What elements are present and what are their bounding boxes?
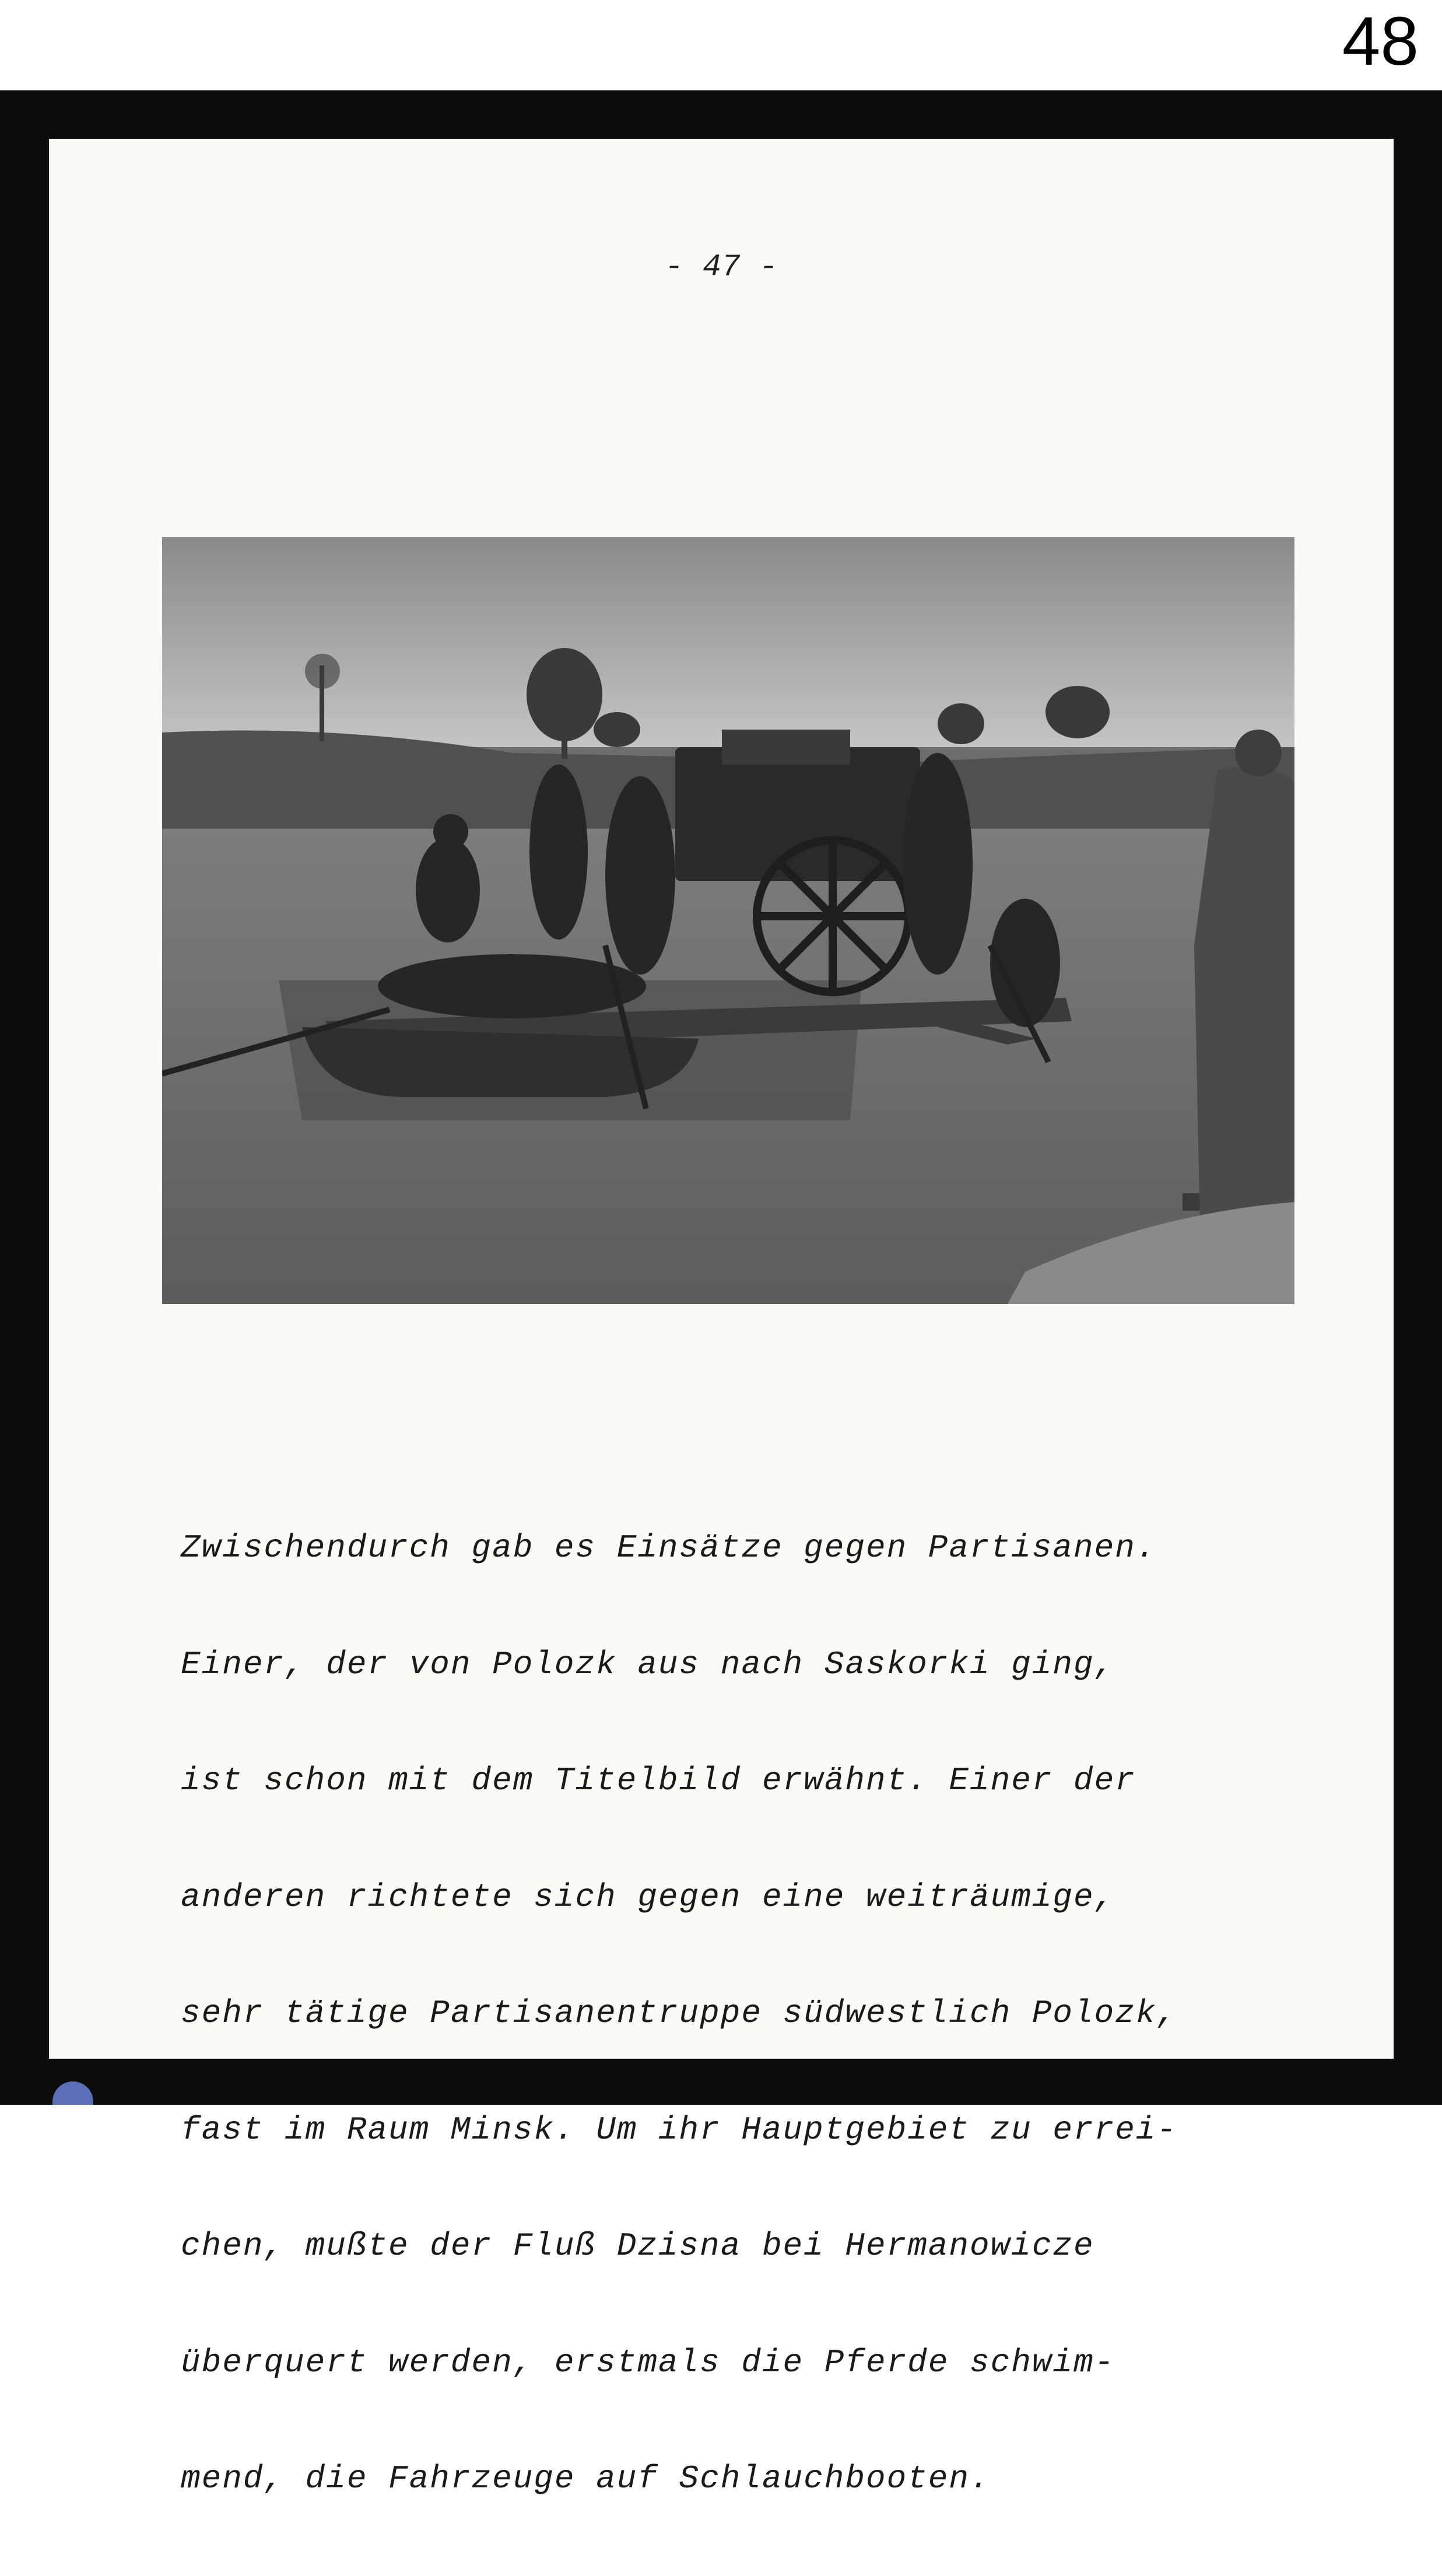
caption-line: überquert werden, erstmals die Pferde schwim-	[181, 2343, 1115, 2381]
scan-frame	[0, 90, 1442, 2497]
caption-line: Einer, der von Polozk aus nach Saskorki ging,	[181, 1645, 1115, 1683]
caption-line: anderen richtete sich gegen eine weiträumige,	[181, 1878, 1115, 1916]
caption-line: sehr tätige Partisanentruppe südwestlich Polozk,	[181, 1995, 1178, 2032]
document-page	[49, 139, 1394, 2497]
river-raft-crossing-photo-icon	[162, 537, 1294, 1304]
photo-caption	[181, 1451, 1370, 2576]
caption-line: ist schon mit dem Titelbild erwähnt. Einer der	[181, 1762, 1136, 1799]
photograph	[162, 537, 1294, 1304]
caption-line: Zwischendurch gab es Einsätze gegen Partisanen.	[181, 1529, 1157, 1566]
caption-line: chen, mußte der Fluß Dzisna bei Hermanowicze	[181, 2227, 1094, 2265]
binding-hole	[52, 2081, 93, 2105]
scan-sheet-number: 48	[1342, 3, 1419, 80]
caption-line: mend, die Fahrzeuge auf Schlauchbooten.	[181, 2460, 991, 2497]
page-number: - 47 -	[664, 250, 778, 285]
caption-line: fast im Raum Minsk. Um ihr Hauptgebiet zu errei-	[181, 2111, 1178, 2149]
